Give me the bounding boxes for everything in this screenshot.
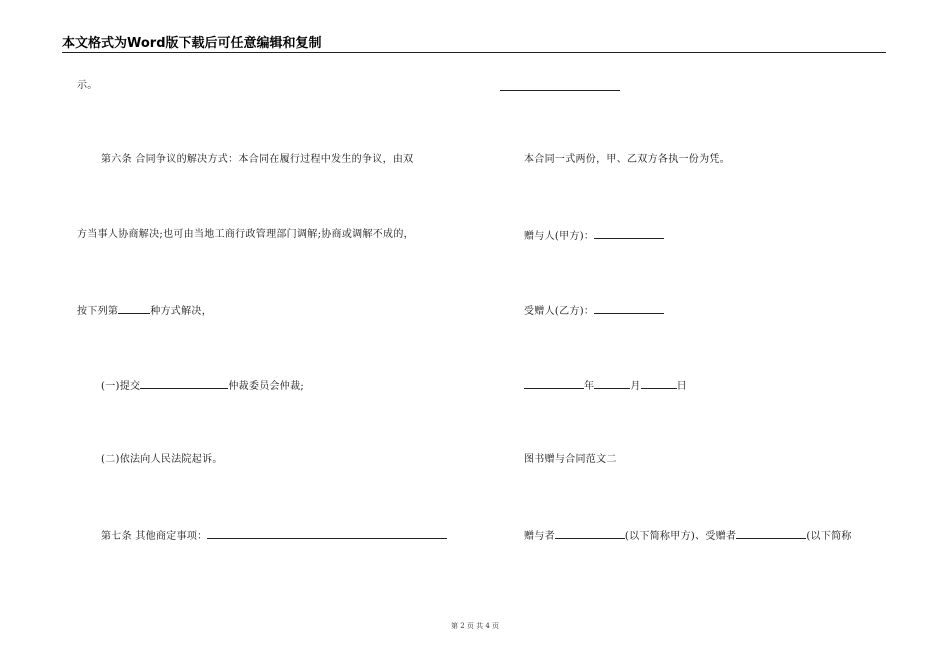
- day-label: 日: [676, 381, 687, 392]
- donor-label: 赠与人(甲方)：: [524, 231, 595, 242]
- article-6-line-3-prefix: 按下列第: [77, 306, 119, 317]
- day-blank: [641, 378, 677, 389]
- parties-clause-line: [524, 528, 852, 543]
- month-blank: [594, 378, 630, 389]
- year-blank: [524, 378, 584, 389]
- donor-line: [524, 228, 664, 243]
- donee-blank: [594, 303, 664, 314]
- option-1-suffix: 仲裁委员会仲裁;: [228, 381, 305, 392]
- arbitration-committee-blank: [140, 378, 228, 389]
- article-6-line-3-suffix: 种方式解决，: [150, 306, 213, 317]
- year-label: 年: [584, 381, 595, 392]
- receiver-name-blank: [736, 528, 806, 539]
- other-matters-blank: [207, 528, 447, 539]
- page-footer: 第 2 页 共 4 页: [450, 622, 500, 630]
- giver-name-blank: [555, 528, 625, 539]
- option-1-line: [101, 378, 304, 393]
- sample-title: 图书赠与合同范文二: [524, 454, 617, 465]
- parties-clause-part-3: (以下简称: [806, 531, 852, 542]
- copies-line: 本合同一式两份，甲、乙双方各执一份为凭。: [524, 154, 730, 165]
- article-6-line-2: 方当事人协商解决;也可由当地工商行政管理部门调解;协商或调解不成的，: [77, 229, 414, 240]
- parties-clause-part-1: 赠与者: [524, 531, 555, 542]
- article-7-line: [101, 528, 447, 543]
- article-6-line-1: 第六条 合同争议的解决方式：本合同在履行过程中发生的争议，由双: [101, 154, 414, 165]
- donee-line: [524, 303, 664, 318]
- donee-label: 受赠人(乙方)：: [524, 306, 595, 317]
- donor-blank: [594, 228, 664, 239]
- right-top-blank-line: [500, 90, 620, 91]
- parties-clause-part-2: (以下简称甲方)、受赠者: [624, 531, 737, 542]
- document-header-title: 本文格式为Word版下载后可任意编辑和复制: [62, 36, 322, 51]
- left-line-1: 示。: [77, 80, 98, 91]
- article-6-line-3: [77, 303, 212, 318]
- month-label: 月: [630, 381, 641, 392]
- date-line: [524, 378, 687, 393]
- article-7-label: 第七条 其他商定事项：: [101, 531, 208, 542]
- option-1-prefix: (一)提交: [101, 381, 141, 392]
- method-number-blank: [118, 303, 150, 314]
- page-header: [62, 36, 886, 52]
- option-2-line: (二)依法向人民法院起诉。: [101, 454, 223, 465]
- header-divider: [62, 52, 886, 53]
